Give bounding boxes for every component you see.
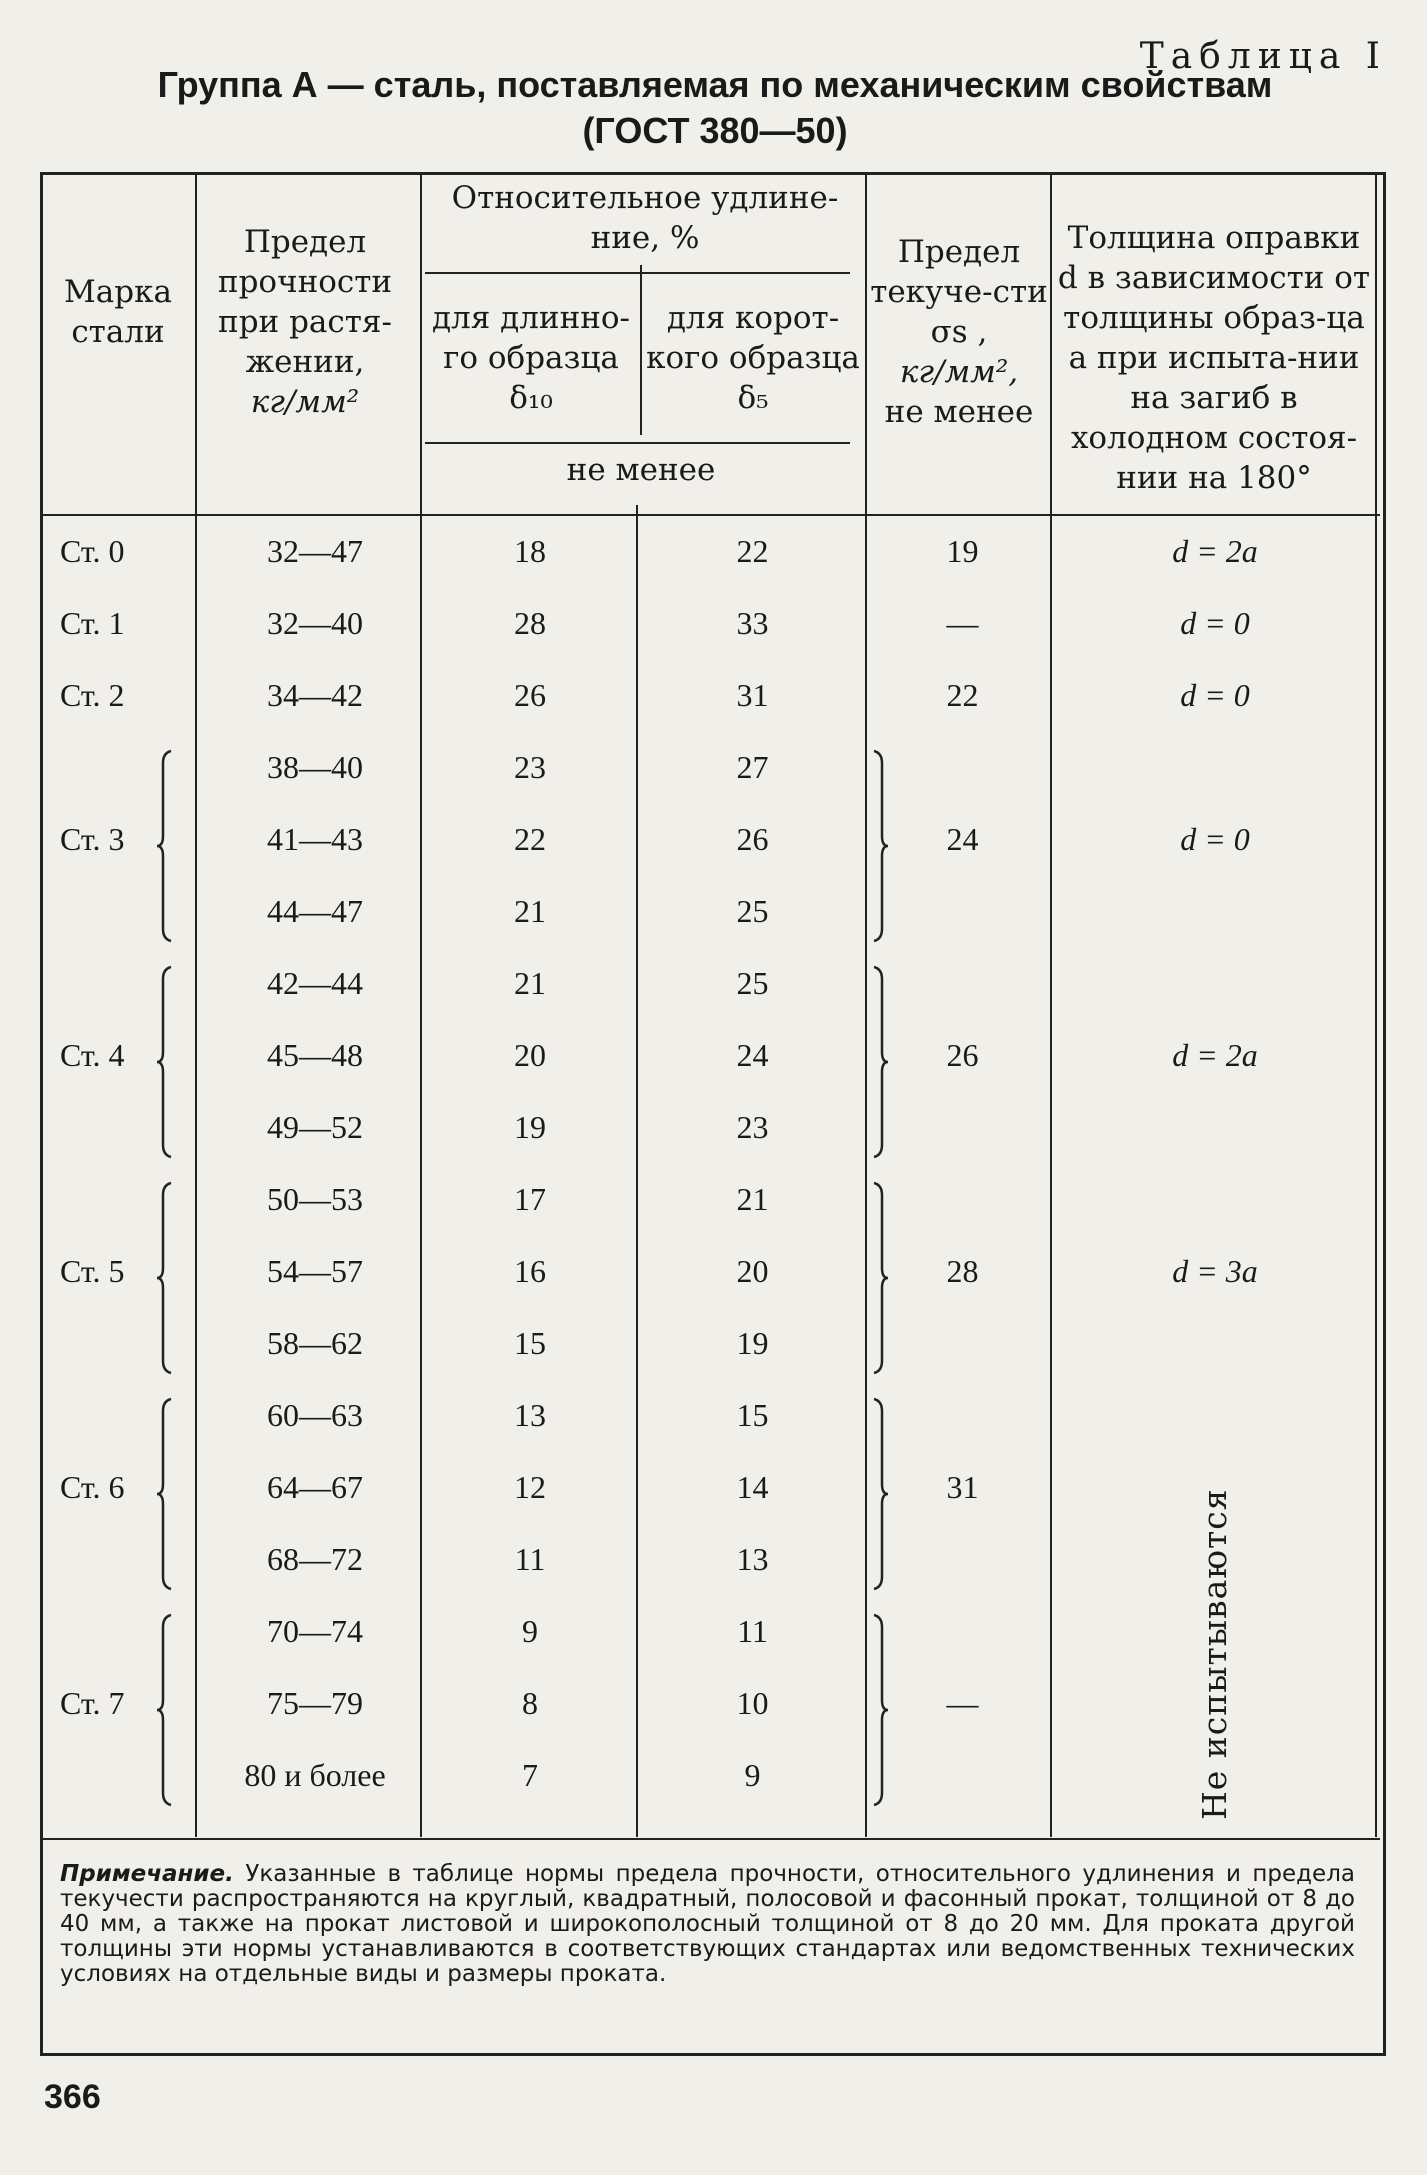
cell-short: 23 bbox=[736, 1109, 769, 1145]
cell-tensile: 32—47 bbox=[267, 533, 363, 569]
grade-name: Ст. 5 bbox=[60, 1253, 125, 1289]
cell-short: 25 bbox=[736, 893, 769, 929]
col-separator bbox=[636, 505, 638, 1837]
cell-short: 26 bbox=[736, 821, 769, 857]
cell-short: 20 bbox=[736, 1253, 769, 1289]
cell-long: 18 bbox=[514, 533, 546, 569]
note-text: Указанные в таблице нормы предела прочности, относительного удлинения и предела текучести распространяются на круглый, квадратный, полосовой и фасонный прокат, толщиной от 8 до 40 мм, а также на прокат листовой и широкополосный толщиной от 8 до 20 мм. Для проката другой толщины эти нормы устанавливаются в соответствующих стандартах или ведомственных технических условиях на отдельные виды и размеры проката. bbox=[60, 1861, 1355, 1987]
cell-tensile: 70—74 bbox=[267, 1613, 363, 1649]
cell-short: 10 bbox=[736, 1685, 769, 1721]
cell-yield: 19 bbox=[946, 533, 979, 569]
cell-long: 28 bbox=[514, 605, 546, 641]
cell-long: 9 bbox=[522, 1613, 538, 1649]
cell-long: 19 bbox=[514, 1109, 546, 1145]
header-rule bbox=[425, 442, 850, 444]
cell-yield: — bbox=[946, 605, 979, 641]
header-tensile bbox=[215, 222, 395, 422]
cell-short: 33 bbox=[736, 605, 769, 641]
title-line-1: Группа А — сталь, поставляемая по механическим свойствам bbox=[157, 64, 1273, 105]
cell-mandrel: d = 0 bbox=[1180, 677, 1250, 713]
page-number: 366 bbox=[44, 2078, 101, 2116]
cell-long: 17 bbox=[514, 1181, 546, 1217]
title-line-2: (ГОСТ 380—50) bbox=[582, 110, 848, 151]
cell-long: 23 bbox=[514, 749, 546, 785]
cell-short: 15 bbox=[736, 1397, 769, 1433]
cell-tensile: 54—57 bbox=[267, 1253, 363, 1289]
grade-brace-path bbox=[157, 1399, 171, 1589]
grade-name: Ст. 3 bbox=[60, 821, 125, 857]
grade-name: Ст. 7 bbox=[60, 1685, 125, 1721]
grade-brace-path bbox=[157, 751, 171, 941]
cell-tensile: 42—44 bbox=[267, 965, 363, 1001]
header-rule bbox=[425, 272, 850, 274]
cell-tensile: 41—43 bbox=[267, 821, 363, 857]
grade-brace bbox=[155, 1613, 175, 1807]
grade-name: Ст. 0 bbox=[60, 533, 125, 569]
cell-short: 9 bbox=[744, 1757, 761, 1793]
cell-mandrel: d = 0 bbox=[1180, 605, 1250, 641]
header-elongation: Относительное удлине-ние, % bbox=[451, 180, 839, 256]
header-long-sample: для длинно-го образца δ₁₀ bbox=[431, 300, 631, 416]
cell-short: 14 bbox=[736, 1469, 769, 1505]
cell-tensile: 49—52 bbox=[267, 1109, 363, 1145]
grade-brace bbox=[155, 965, 175, 1159]
cell-tensile: 58—62 bbox=[267, 1325, 363, 1361]
grade-brace-path bbox=[157, 967, 171, 1157]
cell-short: 21 bbox=[736, 1181, 769, 1217]
cell-long: 13 bbox=[514, 1397, 546, 1433]
cell-long: 20 bbox=[514, 1037, 546, 1073]
grade-brace bbox=[155, 749, 175, 943]
not-tested-label: Не испытываются bbox=[1195, 1488, 1234, 1820]
grade-brace-path bbox=[157, 1183, 171, 1373]
cell-tensile: 38—40 bbox=[267, 749, 363, 785]
col-separator bbox=[420, 175, 422, 1837]
header-yield-min: не менее bbox=[884, 394, 1034, 430]
cell-yield: 28 bbox=[946, 1253, 979, 1289]
cell-yield: — bbox=[946, 1685, 979, 1721]
cell-tensile: 45—48 bbox=[267, 1037, 363, 1073]
cell-tensile: 44—47 bbox=[267, 893, 363, 929]
col-separator bbox=[1375, 175, 1377, 1837]
cell-short: 19 bbox=[736, 1325, 769, 1361]
grade-name: Ст. 6 bbox=[60, 1469, 125, 1505]
cell-yield: 22 bbox=[946, 677, 979, 713]
cell-long: 26 bbox=[514, 677, 546, 713]
cell-long: 16 bbox=[514, 1253, 546, 1289]
header-tensile-label: Предел прочности при растя-жении, bbox=[217, 224, 393, 380]
header-grade: Марка стали bbox=[64, 274, 172, 350]
col-separator bbox=[195, 175, 197, 1837]
header-yield bbox=[870, 232, 1048, 432]
table-label: Таблица I bbox=[1139, 36, 1387, 77]
header-tensile-unit: кг/мм² bbox=[250, 384, 360, 420]
cell-tensile: 34—42 bbox=[267, 677, 363, 713]
cell-long: 21 bbox=[514, 965, 546, 1001]
cell-short: 13 bbox=[736, 1541, 769, 1577]
cell-long: 22 bbox=[514, 821, 546, 857]
header-mandrel: Толщина оправки d в зависимости от толщины образ-ца a при испыта-нии на загиб в холодном состоя-нии на 180° bbox=[1057, 220, 1371, 496]
cell-tensile: 75—79 bbox=[267, 1685, 363, 1721]
grade-name: Ст. 2 bbox=[60, 677, 125, 713]
cell-short: 27 bbox=[736, 749, 769, 785]
grade-brace bbox=[155, 1397, 175, 1591]
header-short-sample: для корот-кого образца δ₅ bbox=[646, 300, 860, 416]
cell-tensile: 80 и более bbox=[244, 1757, 386, 1793]
cell-long: 12 bbox=[514, 1469, 546, 1505]
cell-long: 21 bbox=[514, 893, 546, 929]
grade-brace bbox=[155, 1181, 175, 1375]
cell-mandrel: d = 0 bbox=[1180, 821, 1250, 857]
cell-tensile: 60—63 bbox=[267, 1397, 363, 1433]
header-bottom-rule bbox=[43, 514, 1380, 516]
cell-short: 11 bbox=[737, 1613, 768, 1649]
cell-mandrel: d = 2a bbox=[1172, 1037, 1258, 1073]
cell-mandrel: d = 2a bbox=[1172, 533, 1258, 569]
header-yield-unit: кг/мм², bbox=[899, 354, 1019, 390]
grade-name: Ст. 1 bbox=[60, 605, 125, 641]
cell-mandrel: d = 3a bbox=[1172, 1253, 1258, 1289]
cell-long: 11 bbox=[514, 1541, 546, 1577]
cell-tensile: 64—67 bbox=[267, 1469, 363, 1505]
grade-name: Ст. 4 bbox=[60, 1037, 125, 1073]
header-yield-label: Предел текуче-сти σs , bbox=[870, 234, 1048, 350]
cell-tensile: 68—72 bbox=[267, 1541, 363, 1577]
col-separator bbox=[865, 175, 867, 1837]
cell-tensile: 32—40 bbox=[267, 605, 363, 641]
cell-short: 22 bbox=[736, 533, 769, 569]
cell-long: 8 bbox=[522, 1685, 538, 1721]
grade-brace-path bbox=[157, 1615, 171, 1805]
cell-short: 31 bbox=[736, 677, 769, 713]
cell-yield: 31 bbox=[946, 1469, 979, 1505]
table-title bbox=[100, 62, 1330, 154]
cell-yield: 24 bbox=[946, 821, 979, 857]
cell-short: 25 bbox=[736, 965, 769, 1001]
col-separator bbox=[640, 265, 642, 435]
cell-long: 15 bbox=[514, 1325, 546, 1361]
cell-tensile: 50—53 bbox=[267, 1181, 363, 1217]
table-note bbox=[60, 1862, 1355, 1987]
header-not-less: не менее bbox=[566, 452, 716, 488]
cell-yield: 26 bbox=[946, 1037, 979, 1073]
cell-long: 7 bbox=[522, 1757, 538, 1793]
table-bottom-rule bbox=[43, 1838, 1380, 1840]
note-label: Примечание. bbox=[60, 1861, 234, 1887]
cell-short: 24 bbox=[736, 1037, 769, 1073]
col-separator bbox=[1050, 175, 1052, 1837]
